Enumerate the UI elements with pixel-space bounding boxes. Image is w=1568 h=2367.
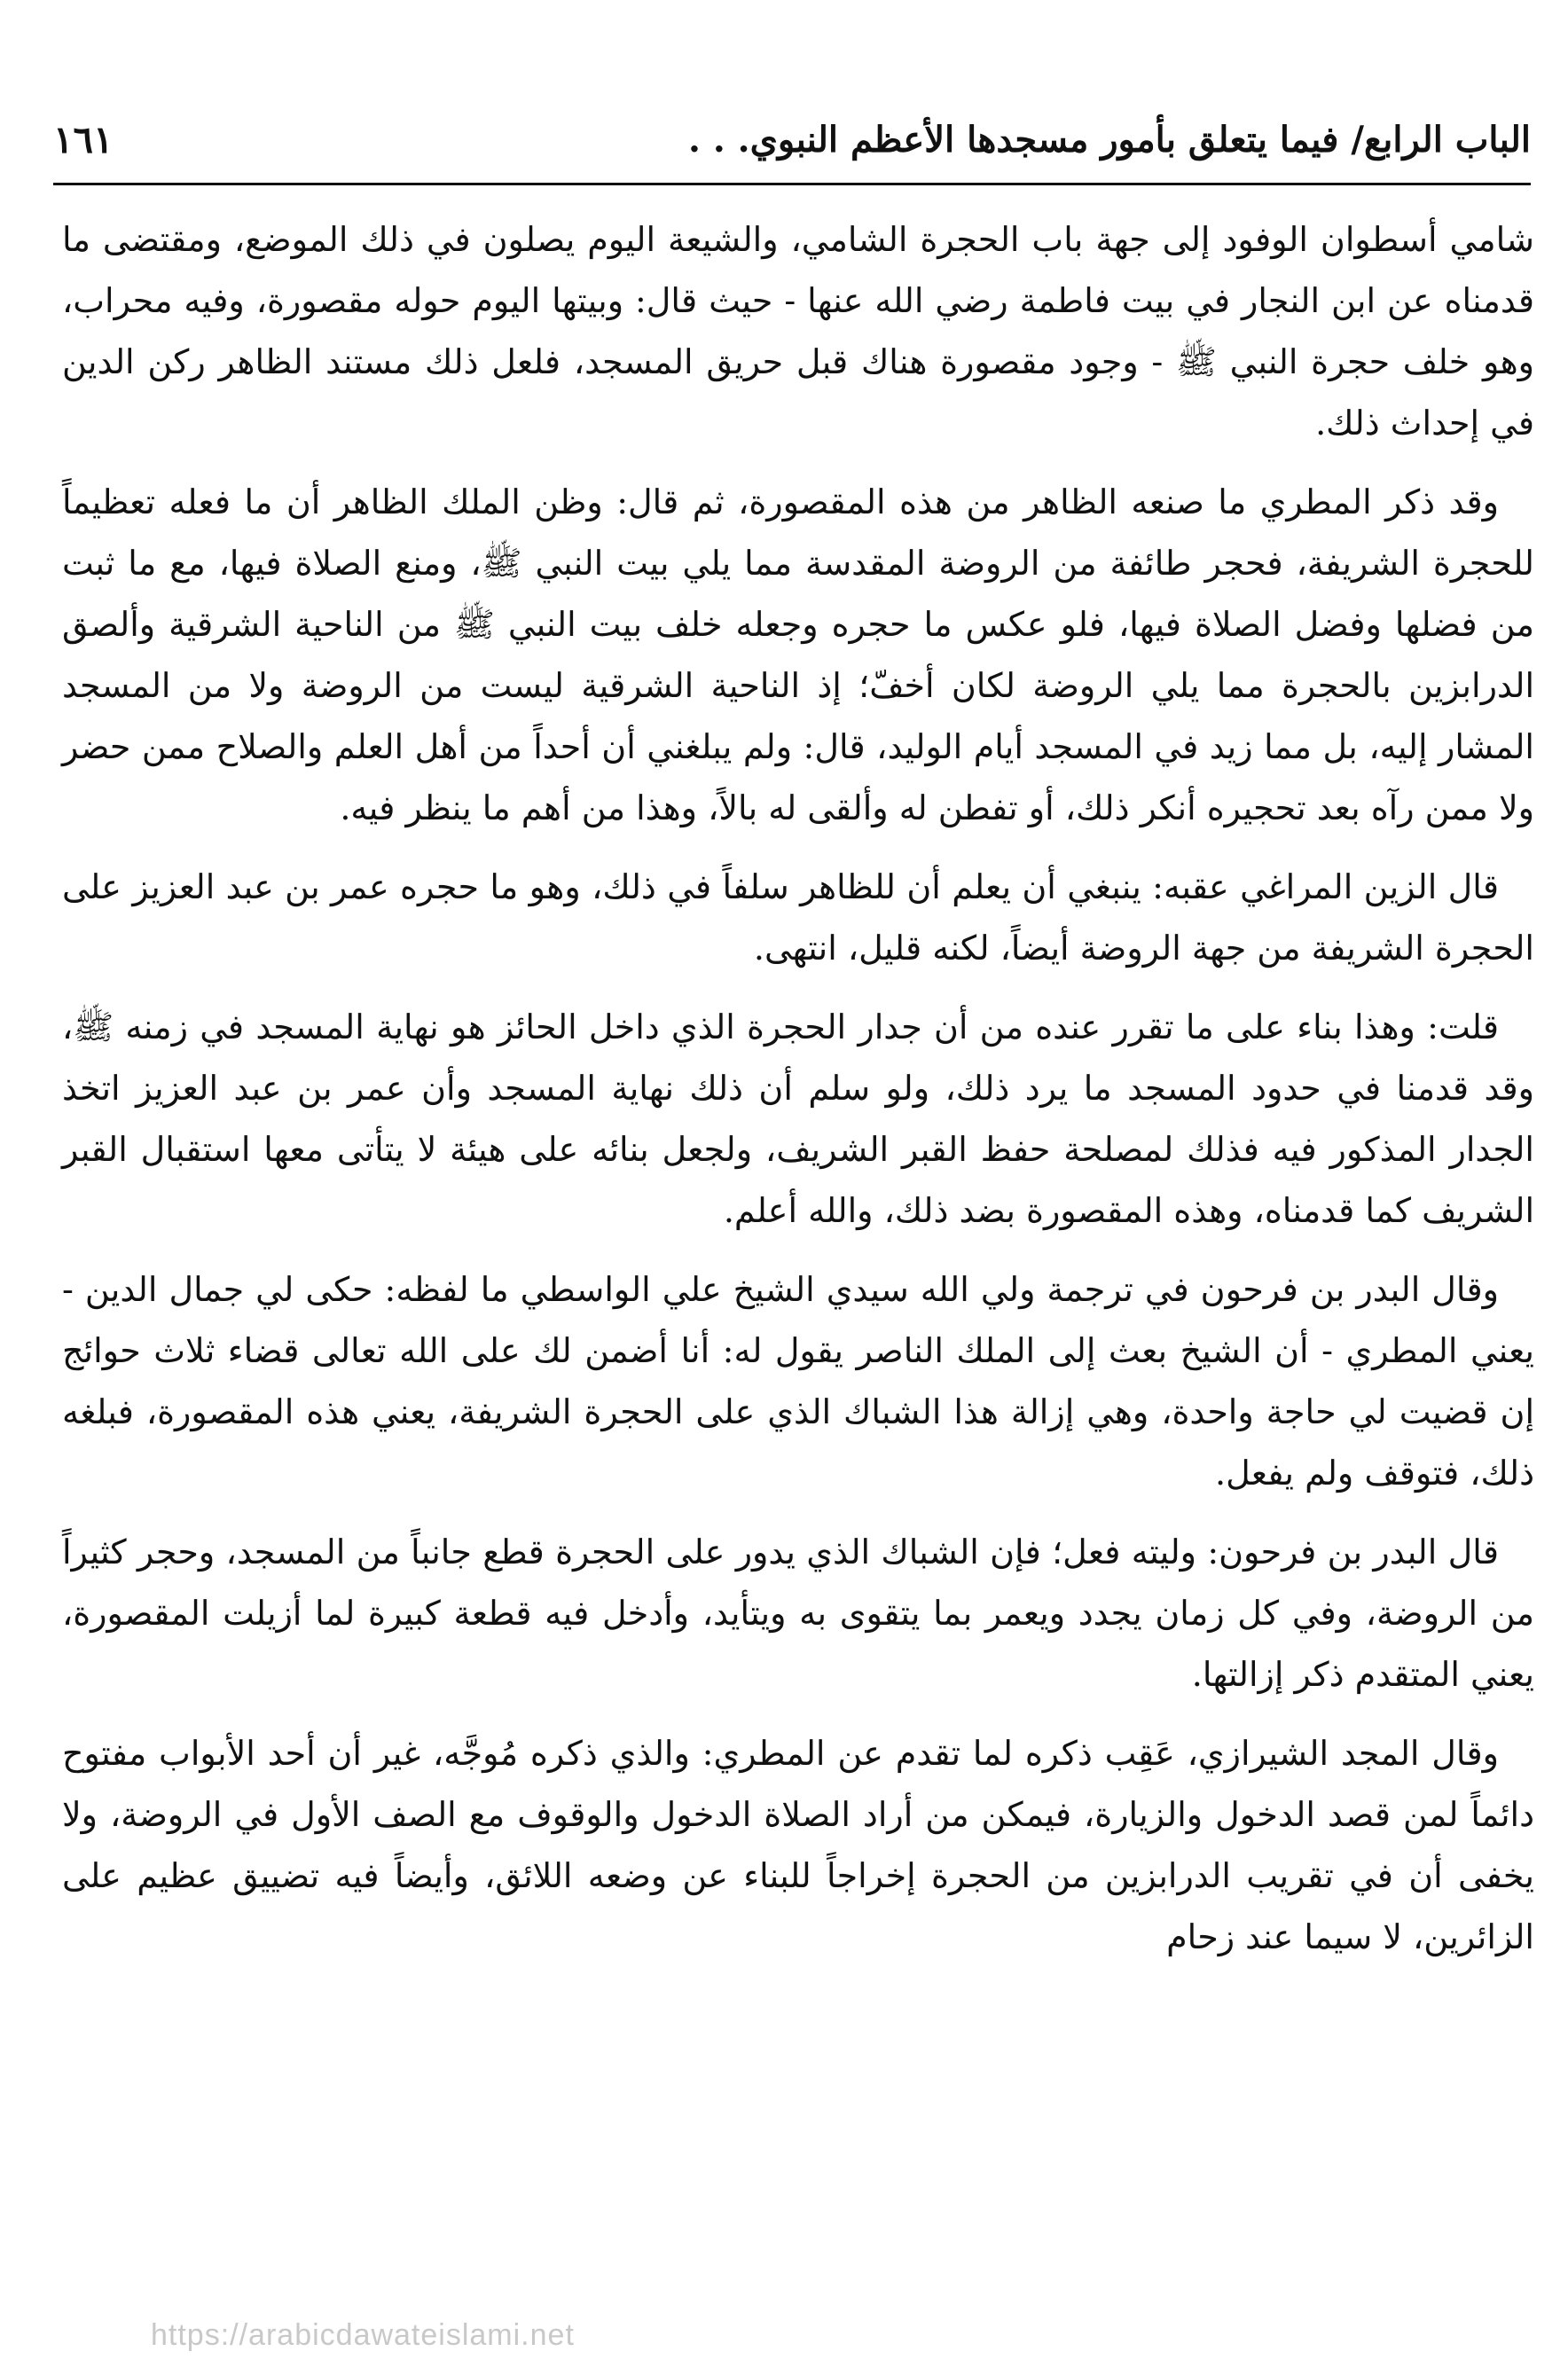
header-divider <box>53 183 1531 185</box>
paragraph: قال البدر بن فرحون: وليته فعل؛ فإن الشباك الذي يدور على الحجرة قطع جانباً من المسجد، وحجر كثيراً من الروضة، وفي كل زمان يجدد ويعمر بما يتقوى به ويتأيد، وأدخل فيه قطعة كبيرة لما أزيلت المقصورة، يعني المتقدم ذكر إزالتها. <box>62 1532 1534 1694</box>
paragraph: وقال المجد الشيرازي، عَقِب ذكره لما تقدم عن المطري: والذي ذكره مُوجَّه، غير أن أحد الأبواب مفتوح دائماً لمن قصد الدخول والزيارة، فيمكن من أراد الصلاة الدخول والوقوف مع الصف الأول في الروضة، ولا يخفى أن في تقريب الدرابزين من الحجرة إخراجاً للبناء عن وضعه اللائق، وأيضاً فيه تضييق عظيم على الزائرين، لا سيما عند زحام <box>62 1734 1534 1956</box>
body-text <box>62 209 1534 1986</box>
chapter-title: الباب الرابع/ فيما يتعلق بأمور مسجدها الأعظم النبوي. . . <box>687 119 1531 161</box>
paragraph: شامي أسطوان الوفود إلى جهة باب الحجرة الشامي، والشيعة اليوم يصلون في ذلك الموضع، ومقتضى ما قدمناه عن ابن النجار في بيت فاطمة رضي الله عنها - حيث قال: وبيتها اليوم حوله مقصورة، وفيه محراب، وهو خلف حجرة النبي ﷺ - وجود مقصورة هناك قبل حريق المسجد، فلعل ذلك مستند الظاهر ركن الدين في إحداث ذلك. <box>62 220 1534 443</box>
page-number: ١٦١ <box>53 118 114 161</box>
watermark-url: https://arabicdawateislami.net <box>151 2318 575 2352</box>
running-header <box>53 105 1531 176</box>
paragraph: قال الزين المراغي عقبه: ينبغي أن يعلم أن للظاهر سلفاً في ذلك، وهو ما حجره عمر بن عبد العزيز على الحجرة الشريفة من جهة الروضة أيضاً، لكنه قليل، انتهى. <box>62 867 1534 968</box>
paragraph: قلت: وهذا بناء على ما تقرر عنده من أن جدار الحجرة الذي داخل الحائز هو نهاية المسجد في زمنه ﷺ، وقد قدمنا في حدود المسجد ما يرد ذلك، ولو سلم أن ذلك نهاية المسجد وأن عمر بن عبد العزيز اتخذ الجدار المذكور فيه فذلك لمصلحة حفظ القبر الشريف، ولجعل بنائه على هيئة لا يتأتى معها استقبال القبر الشريف كما قدمناه، وهذه المقصورة بضد ذلك، والله أعلم. <box>62 1007 1534 1230</box>
paragraph: وقد ذكر المطري ما صنعه الظاهر من هذه المقصورة، ثم قال: وظن الملك الظاهر أن ما فعله تعظيماً للحجرة الشريفة، فحجر طائفة من الروضة المقدسة مما يلي بيت النبي ﷺ، ومنع الصلاة فيها، مع ما ثبت من فضلها وفضل الصلاة فيها، فلو عكس ما حجره وجعله خلف بيت النبي ﷺ من الناحية الشرقية وألصق الدرابزين بالحجرة مما يلي الروضة لكان أخفّ؛ إذ الناحية الشرقية ليست من الروضة ولا من المسجد المشار إليه، بل مما زيد في المسجد أيام الوليد، قال: ولم يبلغني أن أحداً من أهل العلم والصلاح ممن حضر ولا ممن رآه بعد تحجيره أنكر ذلك، أو تفطن له وألقى له بالاً، وهذا من أهم ما ينظر فيه. <box>62 482 1534 827</box>
paragraph: وقال البدر بن فرحون في ترجمة ولي الله سيدي الشيخ علي الواسطي ما لفظه: حكى لي جمال الدين - يعني المطري - أن الشيخ بعث إلى الملك الناصر يقول له: أنا أضمن لك على الله تعالى قضاء ثلاث حوائج إن قضيت لي حاجة واحدة، وهي إزالة هذا الشباك الذي على الحجرة الشريفة، يعني هذه المقصورة، فبلغه ذلك، فتوقف ولم يفعل. <box>62 1270 1534 1493</box>
